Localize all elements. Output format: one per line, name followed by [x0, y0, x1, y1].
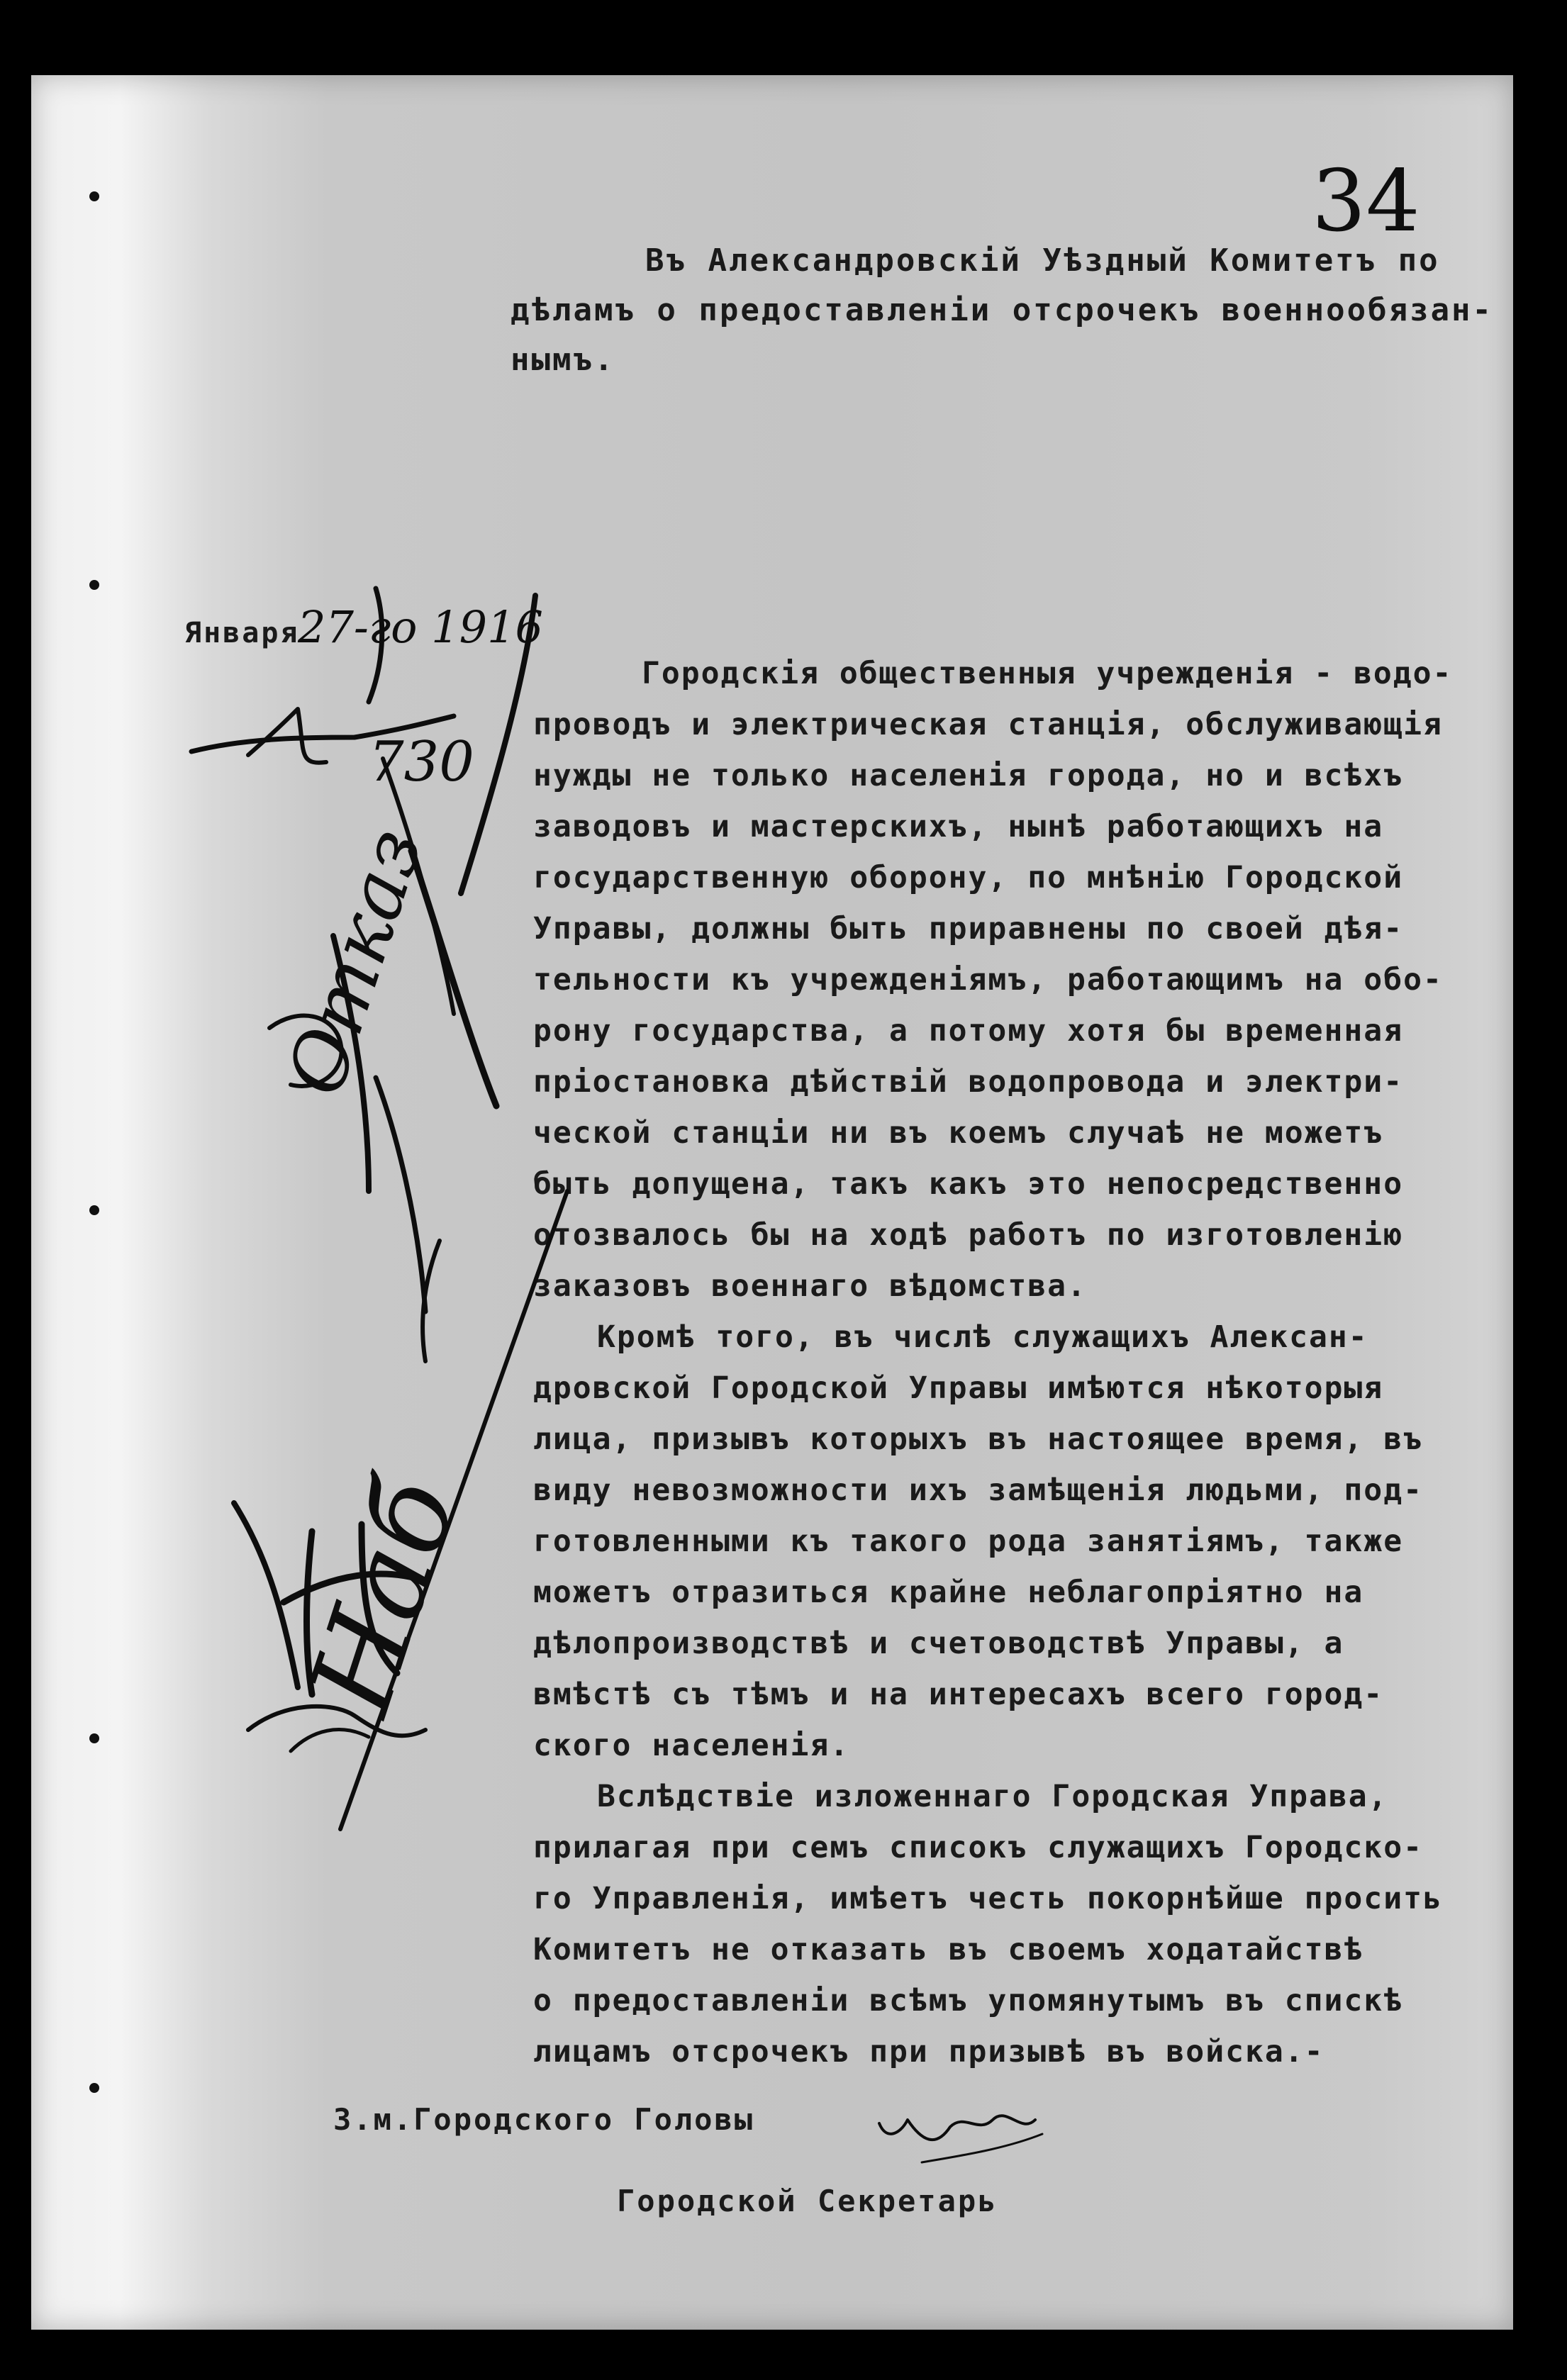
slash-stroke: [461, 596, 535, 893]
body-line: виду невозможности ихъ замѣщенiя людьми, под-: [533, 1473, 1423, 1508]
margin-resolution-1: Отказ: [269, 817, 440, 1106]
body-line: ского населенiя.: [533, 1728, 850, 1763]
signature-scribble: [879, 2116, 1035, 2140]
body-line: готовленными къ такого рода занятiямъ, также: [533, 1524, 1404, 1559]
number-flourish: [191, 716, 454, 752]
body-line: о предоставленiи всѣмъ упомянутымъ въ спискѣ: [533, 1983, 1404, 2018]
outgoing-number: 730: [369, 730, 474, 794]
body-line: дѣлопроизводствѣ и счетоводствѣ Управы, а: [533, 1626, 1344, 1661]
body-line: тельности къ учрежденiямъ, работающимъ на обо-: [533, 962, 1443, 998]
body-line: лицамъ отсрочекъ при призывѣ въ войска.-: [533, 2034, 1325, 2069]
body-line: Управы, должны быть приравнены по своей дѣя-: [533, 911, 1404, 946]
body-line: заводовъ и мастерскихъ, нынѣ работающихъ на: [533, 809, 1384, 844]
body-line: лица, призывъ которыхъ въ настоящее время, въ: [533, 1421, 1423, 1457]
body-line: государственную оборону, по мнѣнiю Городской: [533, 860, 1404, 895]
body-line: нужды не только населенiя города, но и всѣхъ: [533, 758, 1404, 793]
body-line: проводъ и электрическая станцiя, обслуживающiя: [533, 707, 1443, 742]
body-line: прiостановка дѣйствiй водопровода и электри-: [533, 1064, 1404, 1100]
body-line: дровской Городской Управы имѣются нѣкоторыя: [533, 1370, 1384, 1406]
body-line: быть допущена, такъ какъ это непосредственно: [533, 1166, 1404, 1202]
body-line: можетъ отразиться крайне неблагопрiятно на: [533, 1575, 1364, 1610]
date-typed: Января: [184, 617, 300, 649]
secretary-title: Городской Секретарь: [617, 2184, 998, 2218]
body-line: Городскiя общественныя учрежденiя - водо-: [642, 656, 1453, 691]
body-line: Кромѣ того, въ числѣ служащихъ Алексан-: [597, 1319, 1368, 1355]
body-line: го Управленiя, имѣетъ честь покорнѣйше просить: [533, 1881, 1443, 1916]
date-handwritten: 27-го 1916: [298, 601, 543, 653]
body-line: заказовъ военнаго вѣдомства.: [533, 1268, 1087, 1304]
body-line: Комитетъ не отказать въ своемъ ходатайствѣ: [533, 1932, 1364, 1967]
date-underline-stroke: [369, 588, 382, 702]
margin-resolution-2: Наб: [284, 1463, 483, 1728]
body-line: Вслѣдствiе изложеннаго Городская Управа,: [597, 1779, 1388, 1814]
body-line: вмѣстѣ съ тѣмъ и на интересахъ всего город-: [533, 1677, 1384, 1712]
body-line: рону государства, а потому хотя бы временная: [533, 1013, 1404, 1049]
addressee-line-3: нымъ.: [511, 342, 615, 378]
page-number: 34: [1312, 152, 1420, 251]
signature-title: З.м.Городского Головы: [333, 2102, 755, 2137]
addressee-line-1: Въ Александровскiй Уѣздный Комитетъ по: [645, 242, 1440, 279]
addressee-line-2: дѣламъ о предоставленiи отсрочекъ военнообязан-: [511, 292, 1494, 328]
body-line: ческой станцiи ни въ коемъ случаѣ не можетъ: [533, 1115, 1384, 1151]
body-line: отозвалось бы на ходѣ работъ по изготовленiю: [533, 1217, 1404, 1253]
body-line: прилагая при семъ списокъ служащихъ Городско-: [533, 1830, 1423, 1865]
